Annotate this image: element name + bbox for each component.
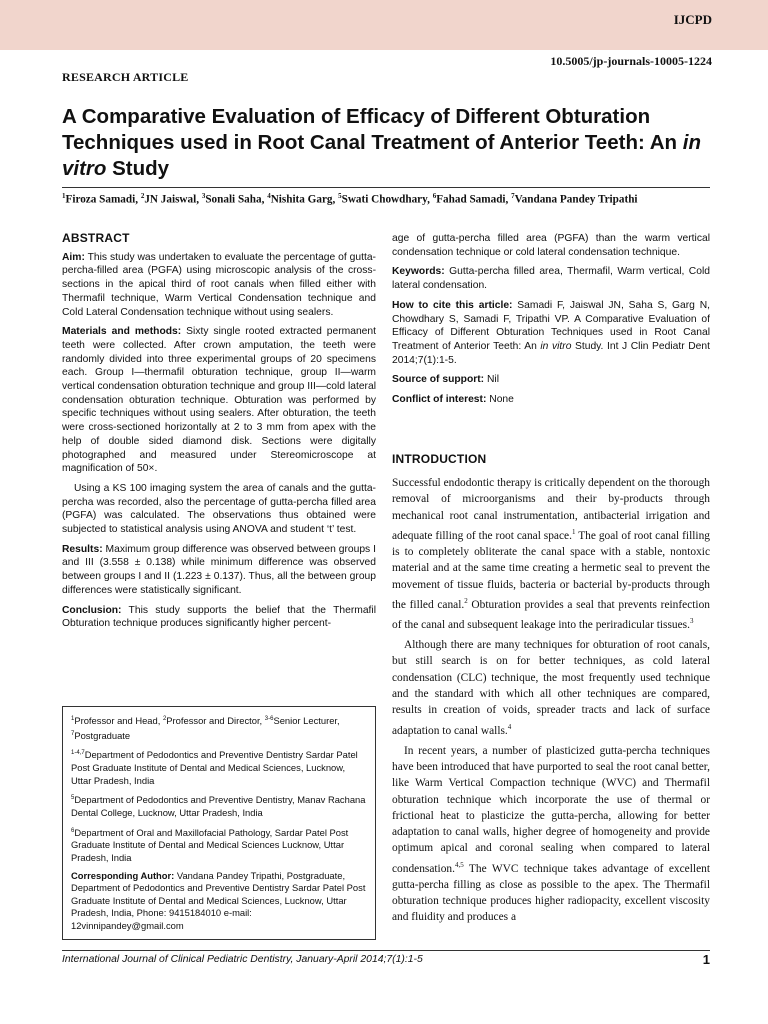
affiliations-box	[62, 706, 376, 940]
abstract-methods: Materials and methods: Sixty single rooted extracted permanent teeth were collected. After crown amputation, the teeth were randomly divided into three experimental groups of 20 specimens each. Group I—thermafil obturation technique, group II—warm vertical condensation obturation technique and group III—cold lateral condensation obturation technique. Obturation was performed by specific techniques without using sealers. After obturation, the teeth were cross-sectioned horizontally at 2 to 3 mm from apex with the help of double sided diamond disk. Sections were digitally photographed and measured under Stereomicroscope at magnification of 50×.	[62, 326, 376, 475]
header-band	[0, 0, 768, 50]
author-list: $^1$Firoza Samadi, $^2$JN Jaiswal, $^3$Sonali Saha, $^4$Nishita Garg, $^5$Swati Chowdhary, $^6$Fahad Samadi, $^7$Vandana Pandey Tripathi	[62, 192, 638, 206]
abstract-conclusion-continued: age of gutta-percha filled area (PGFA) than the warm vertical condensation technique or cold lateral condensation technique.	[392, 233, 710, 258]
introduction-section	[392, 452, 710, 926]
article-type: RESEARCH ARTICLE	[62, 70, 189, 84]
author-roles: $^1$Professor and Head, $^2$Professor and Director, $^{3-6}$Senior Lecturer, $^7$Postgraduate	[71, 715, 340, 741]
footer-citation: International Journal of Clinical Pediatric Dentistry, January-April 2014;7(1):1-5	[62, 954, 423, 965]
keywords: Keywords: Gutta-percha filled area, Thermafil, Warm vertical, Cold lateral condensation.	[392, 266, 710, 292]
citation-info: How to cite this article: Samadi F, Jaiswal JN, Saha S, Garg N, Chowdhary S, Samadi F, Tripathi VP. A Comparative Evaluation of Efficacy of Different Obturation Techniques used in Root Canal Treatment of Anterior Teeth: An in vitro Study. Int J Clin Pediatr Dent 2014;7(1):1-5.	[392, 299, 710, 366]
abstract-column	[62, 232, 376, 637]
introduction-heading: INTRODUCTION	[392, 452, 487, 466]
article-title: A Comparative Evaluation of Efficacy of Different Obturation Techniques used in Root Canal Treatment of Anterior Teeth: An in vitro Study	[62, 105, 701, 180]
abstract-results: Results: Maximum group difference was observed between groups I and III (3.558 ± 0.138) while minimum difference was observed between groups I and II (1.223 ± 0.137). Thus, all the between group differences were statistically significant.	[62, 543, 376, 596]
page-number: 1	[702, 952, 710, 967]
intro-paragraph-1: Successful endodontic therapy is critically dependent on the thorough removal of microorganisms and their by-products through mechanical root canal instrumentation, antibacterial irrigation and adequate filling of the root canal space.$^1$ The goal of root canal filling is to completely obliterate the canal space with a stable, nontoxic material and at the same time creating a hermetic seal to prevent the movement of tissue fluids, bacteria or bacterial by-products through the filled canal.$^2$ Obturation provides a seal that prevents reinfection of the canal and subsequent leakage into the periradicular tissues.$^3$	[392, 477, 710, 631]
intro-paragraph-3: In recent years, a number of plasticized gutta-percha techniques have been introduced that have purported to seal the root canal better, like Warm Vertical Compaction technique (WVC) and Thermafil obturation technique which incorporate the use of thermal or frictional heat to plasticize the gutta-percha, allowing for better adaptation to canal walls, higher degree of homogeneity and provide optimum apical and coronal sealing when compared to lateral condensation.$^{4,5}$ The WVC technique takes advantage of excellent gutta-percha filling as close as possible to the apex. The Thermafil obturation technique produces higher radiopacity, excellent viscosity and fluidity and produces a	[392, 744, 710, 924]
footer-divider	[62, 950, 710, 951]
affiliation-3: $^6$Department of Oral and Maxillofacial Pathology, Sardar Patel Post Graduate Institute of Dental and Medical Sciences Lucknow, Uttar Pradesh, India	[71, 826, 349, 863]
affiliation-2: $^5$Department of Pedodontics and Preventive Dentistry, Manav Rachana Dental College, Lucknow, Uttar Pradesh, India	[71, 794, 366, 819]
title-divider	[62, 187, 710, 188]
right-column-top	[392, 232, 710, 413]
doi-link[interactable]: 10.5005/jp-journals-10005-1224	[550, 54, 712, 68]
abstract-methods-continued: Using a KS 100 imaging system the area of canals and the gutta-percha was recorded, also the percentage of gutta-percha filled area (PGFA) was calculated. The observations thus obtained were subjected to statistical analysis using ANOVA and student ‘t’ test.	[62, 482, 376, 536]
affiliation-1: $^{1-4,7}$Department of Pedodontics and Preventive Dentistry Sardar Patel Post Graduate Institute of Dental and Medical Sciences, Lucknow, Uttar Pradesh, India	[71, 749, 358, 786]
intro-paragraph-2: Although there are many techniques for obturation of root canals, but still search is on for better techniques, as cold lateral condensation (CLC) technique, the most frequently used technique and the standard with which all other techniques are compared, results in creation of voids, spreader tracts and lack of surface adaptation to canal walls.$^4$	[392, 639, 710, 737]
source-of-support: Source of support: Nil	[392, 374, 499, 386]
conflict-of-interest: Conflict of interest: None	[392, 394, 514, 406]
corresponding-author: Corresponding Author: Vandana Pandey Tripathi, Postgraduate, Department of Pedodontics and Preventive Dentistry Sardar Patel Post Graduate Institute of Dental and Medical Sciences, Lucknow, Uttar Pradesh, India, Phone: 9415184010 e-mail: 12vinnipandey@gmail.com	[71, 869, 366, 931]
journal-abbreviation: IJCPD	[673, 12, 712, 27]
abstract-aim: Aim: This study was undertaken to evaluate the percentage of gutta-percha-filled area (PGFA) using microscopic analysis of the cross-sections in the apical third of root canals when filled either with Thermafil technique, Warm Vertical Condensation technique and Cold Lateral Condensation technique without using sealers.	[62, 251, 376, 318]
abstract-heading: ABSTRACT	[62, 231, 130, 245]
abstract-conclusion: Conclusion: This study supports the belief that the Thermafil Obturation technique produces significantly higher percent-	[62, 604, 376, 630]
